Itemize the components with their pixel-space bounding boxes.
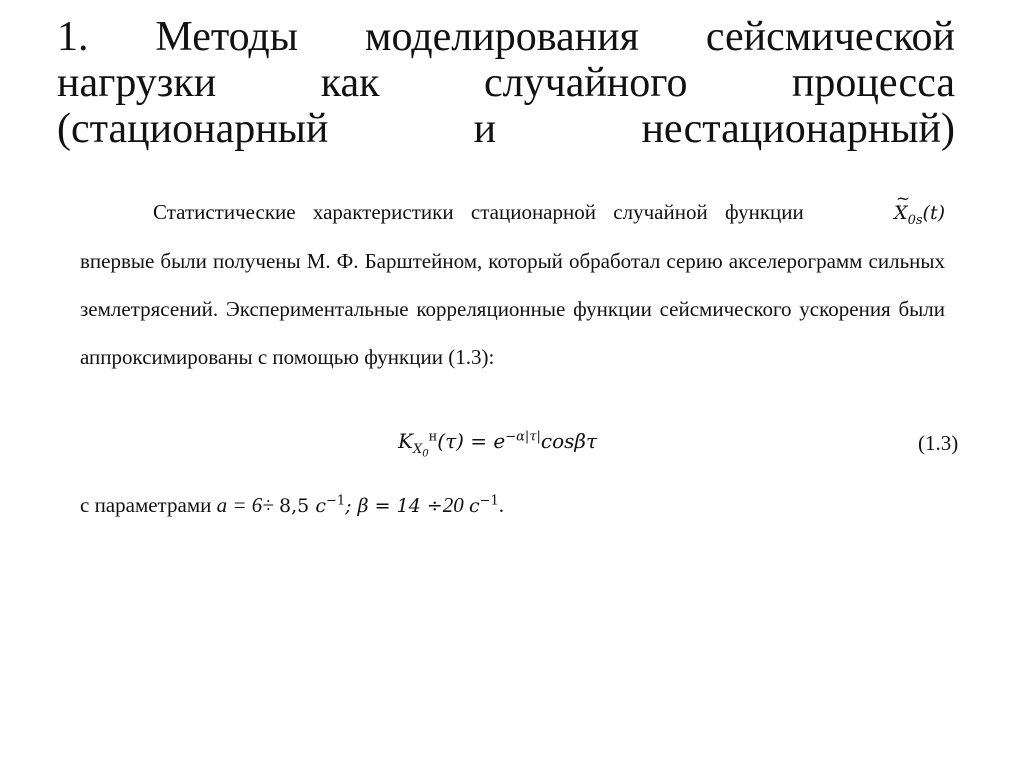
eq-rhs-rest: cosβτ bbox=[540, 429, 598, 453]
description-paragraph bbox=[80, 188, 945, 381]
equation-row bbox=[80, 425, 970, 469]
correlation-equation bbox=[398, 429, 598, 460]
beta-unit-exp: −1 bbox=[479, 493, 499, 509]
eq-lhs-sup: н bbox=[428, 429, 438, 445]
beta-value: 20 bbox=[442, 493, 469, 517]
random-function-symbol bbox=[821, 189, 945, 228]
equation-number: (1.3) bbox=[918, 431, 959, 455]
beta-separator: ; β = 14 ÷ bbox=[345, 495, 443, 517]
alpha-unit: $c^{-1}$ bbox=[315, 493, 346, 517]
paragraph-text-1: Статистические характеристики стационарной случайной функции bbox=[153, 200, 804, 224]
parameters-line bbox=[80, 493, 504, 518]
alpha-label: a = 6÷ bbox=[216, 493, 280, 517]
eq-lhs-subsub: 0 bbox=[422, 448, 429, 460]
symbol-main: X bbox=[894, 202, 908, 224]
params-prefix: с параметрами bbox=[80, 493, 217, 517]
eq-lhs-sub: X bbox=[412, 442, 423, 457]
title-line-1: 1. Методы моделирования сейсмической bbox=[57, 14, 955, 60]
alpha-unit-exp: −1 bbox=[325, 493, 346, 509]
eq-rhs-exp: −α|τ| bbox=[505, 429, 541, 445]
symbol-sub: 0s bbox=[907, 212, 923, 228]
eq-rhs-base: e bbox=[493, 429, 506, 453]
eq-lhs-main: K bbox=[398, 429, 413, 453]
title-line-2: нагрузки как случайного процесса bbox=[57, 60, 955, 106]
eq-lhs-arg: (τ) = bbox=[437, 429, 494, 453]
alpha-value: 8,5 bbox=[279, 495, 316, 517]
params-suffix: . bbox=[498, 493, 505, 517]
beta-unit: $c^{-1}$ bbox=[468, 493, 499, 517]
tilde-mark: ~ bbox=[896, 189, 911, 209]
body-text bbox=[80, 188, 945, 381]
slide-title bbox=[57, 14, 955, 152]
symbol-arg: (t) bbox=[922, 202, 945, 224]
title-line-3: (стационарный и нестационарный) bbox=[57, 106, 955, 152]
paragraph-text-2: впервые были получены М. Ф. Барштейном, который обработал серию акселерограмм сильных землетрясений. Экспериментальные корреляционные функции сейсмического ускорения были аппроксимированы с помощью функции (1.3): bbox=[80, 249, 945, 369]
